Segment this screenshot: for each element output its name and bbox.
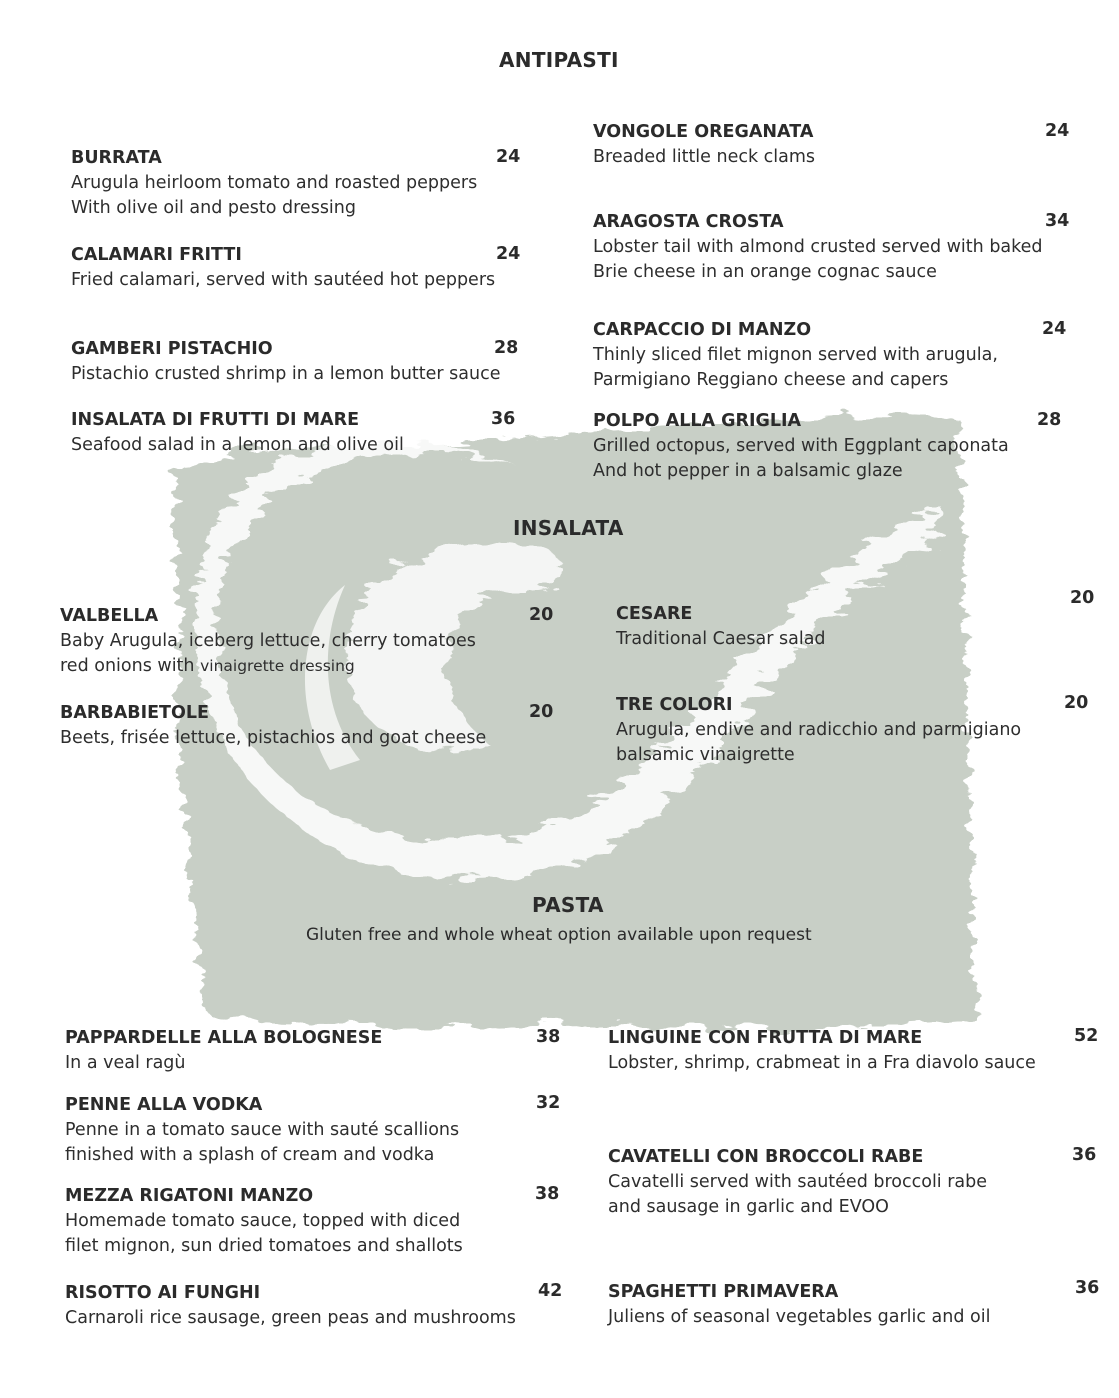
item-desc: Arugula heirloom tomato and roasted peppers (71, 173, 478, 193)
item-price: 28 (1037, 410, 1062, 430)
menu-item-pappardelle-alla-bolognese (65, 1025, 382, 1076)
item-price: 24 (496, 147, 521, 167)
item-desc: Penne in a tomato sauce with sauté scallions (65, 1120, 460, 1140)
item-price: 20 (529, 605, 554, 625)
item-desc: Pistachio crusted shrimp in a lemon butter sauce (71, 364, 501, 384)
item-name: TRE COLORI (616, 695, 733, 715)
menu-item-calamari-fritti (71, 242, 495, 293)
item-price: 38 (536, 1027, 561, 1047)
item-name: PENNE ALLA VODKA (65, 1095, 263, 1115)
item-desc: And hot pepper in a balsamic glaze (593, 461, 903, 481)
item-name: INSALATA DI FRUTTI DI MARE (71, 410, 360, 430)
item-name: PAPPARDELLE ALLA BOLOGNESE (65, 1028, 383, 1048)
item-desc: Fried calamari, served with sautéed hot peppers (71, 270, 496, 290)
item-desc: Seafood salad in a lemon and olive oil (71, 435, 404, 455)
menu-item-burrata (71, 145, 477, 221)
item-desc: Cavatelli served with sautéed broccoli rabe (608, 1172, 988, 1192)
menu-item-insalata-di-frutti-di-mare (71, 407, 404, 458)
item-name: SPAGHETTI PRIMAVERA (608, 1282, 839, 1302)
item-price: 36 (1075, 1278, 1100, 1298)
item-desc: finished with a splash of cream and vodka (65, 1145, 435, 1165)
menu-item-mezza-rigatoni-manzo (65, 1183, 463, 1259)
item-name: VONGOLE OREGANATA (593, 122, 814, 142)
item-desc: and sausage in garlic and EVOO (608, 1197, 889, 1217)
menu-item-polpo-alla-griglia (593, 408, 1009, 484)
item-desc: Homemade tomato sauce, topped with diced (65, 1211, 461, 1231)
item-desc: With olive oil and pesto dressing (71, 198, 356, 218)
menu-item-vongole-oreganata (593, 119, 815, 170)
item-price: 36 (1072, 1145, 1097, 1165)
item-desc: Traditional Caesar salad (616, 629, 826, 649)
item-price: 24 (496, 244, 521, 264)
item-price: 36 (491, 409, 516, 429)
item-price: 20 (1064, 693, 1089, 713)
item-desc: Thinly sliced filet mignon served with arugula, (593, 345, 998, 365)
menu-item-barbabietole (60, 700, 486, 751)
pasta-subtitle: Gluten free and whole wheat option available upon request (306, 925, 812, 945)
item-name: ARAGOSTA CROSTA (593, 212, 784, 232)
menu-item-cesare (616, 601, 826, 652)
item-desc: Baby Arugula, iceberg lettuce, cherry tomatoes (60, 631, 476, 651)
item-price: 20 (1070, 588, 1095, 608)
item-name: GAMBERI PISTACHIO (71, 339, 273, 359)
item-desc-part: red onions with (60, 656, 195, 676)
menu-item-gamberi-pistachio (71, 336, 501, 387)
item-desc: Lobster, shrimp, crabmeat in a Fra diavolo sauce (608, 1053, 1036, 1073)
item-name: CARPACCIO DI MANZO (593, 320, 812, 340)
menu-item-spaghetti-primavera (608, 1279, 990, 1330)
menu-item-aragosta-crosta (593, 209, 1043, 285)
item-price: 42 (538, 1281, 563, 1301)
item-desc: Brie cheese in an orange cognac sauce (593, 262, 937, 282)
item-desc: Arugula, endive and radicchio and parmigiano (616, 720, 1022, 740)
menu-item-penne-alla-vodka (65, 1092, 459, 1168)
menu-item-linguine-con-frutta-di-mare (608, 1025, 1036, 1076)
menu-item-cavatelli-con-broccoli-rabe (608, 1144, 987, 1220)
menu-item-risotto-ai-funghi (65, 1280, 516, 1331)
item-desc: Grilled octopus, served with Eggplant caponata (593, 436, 1009, 456)
item-price: 34 (1045, 211, 1070, 231)
item-name: POLPO ALLA GRIGLIA (593, 411, 802, 431)
section-title-insalata: INSALATA (513, 516, 624, 540)
item-desc: balsamic vinaigrette (616, 745, 795, 765)
menu-item-carpaccio-di-manzo (593, 317, 998, 393)
item-desc: Lobster tail with almond crusted served with baked (593, 237, 1043, 257)
item-price: 24 (1045, 121, 1070, 141)
item-name: CAVATELLI CON BROCCOLI RABE (608, 1147, 924, 1167)
item-name: CESARE (616, 604, 693, 624)
item-name: LINGUINE CON FRUTTA DI MARE (608, 1028, 923, 1048)
item-price: 20 (529, 702, 554, 722)
item-price: 24 (1042, 319, 1067, 339)
item-name: VALBELLA (60, 606, 159, 626)
section-title-pasta: PASTA (532, 893, 604, 917)
item-price: 28 (494, 338, 519, 358)
menu-item-tre-colori (616, 692, 1021, 768)
item-desc: In a veal ragù (65, 1053, 186, 1073)
item-name: BARBABIETOLE (60, 703, 209, 723)
item-price: 32 (536, 1093, 561, 1113)
item-name: MEZZA RIGATONI MANZO (65, 1186, 314, 1206)
item-desc (60, 654, 476, 679)
item-name: CALAMARI FRITTI (71, 245, 242, 265)
item-desc: Parmigiano Reggiano cheese and capers (593, 370, 949, 390)
item-price: 38 (535, 1184, 560, 1204)
item-desc: Juliens of seasonal vegetables garlic and oil (608, 1307, 991, 1327)
item-desc: filet mignon, sun dried tomatoes and shallots (65, 1236, 463, 1256)
item-desc: Breaded little neck clams (593, 147, 816, 167)
item-desc: Carnaroli rice sausage, green peas and mushrooms (65, 1308, 516, 1328)
item-name: RISOTTO AI FUNGHI (65, 1283, 261, 1303)
section-title-antipasti: ANTIPASTI (499, 48, 619, 72)
item-desc: Beets, frisée lettuce, pistachios and goat cheese (60, 728, 487, 748)
menu-item-valbella (60, 603, 476, 679)
item-desc-part: vinaigrette dressing (200, 657, 355, 675)
item-price: 52 (1074, 1026, 1099, 1046)
item-name: BURRATA (71, 148, 162, 168)
